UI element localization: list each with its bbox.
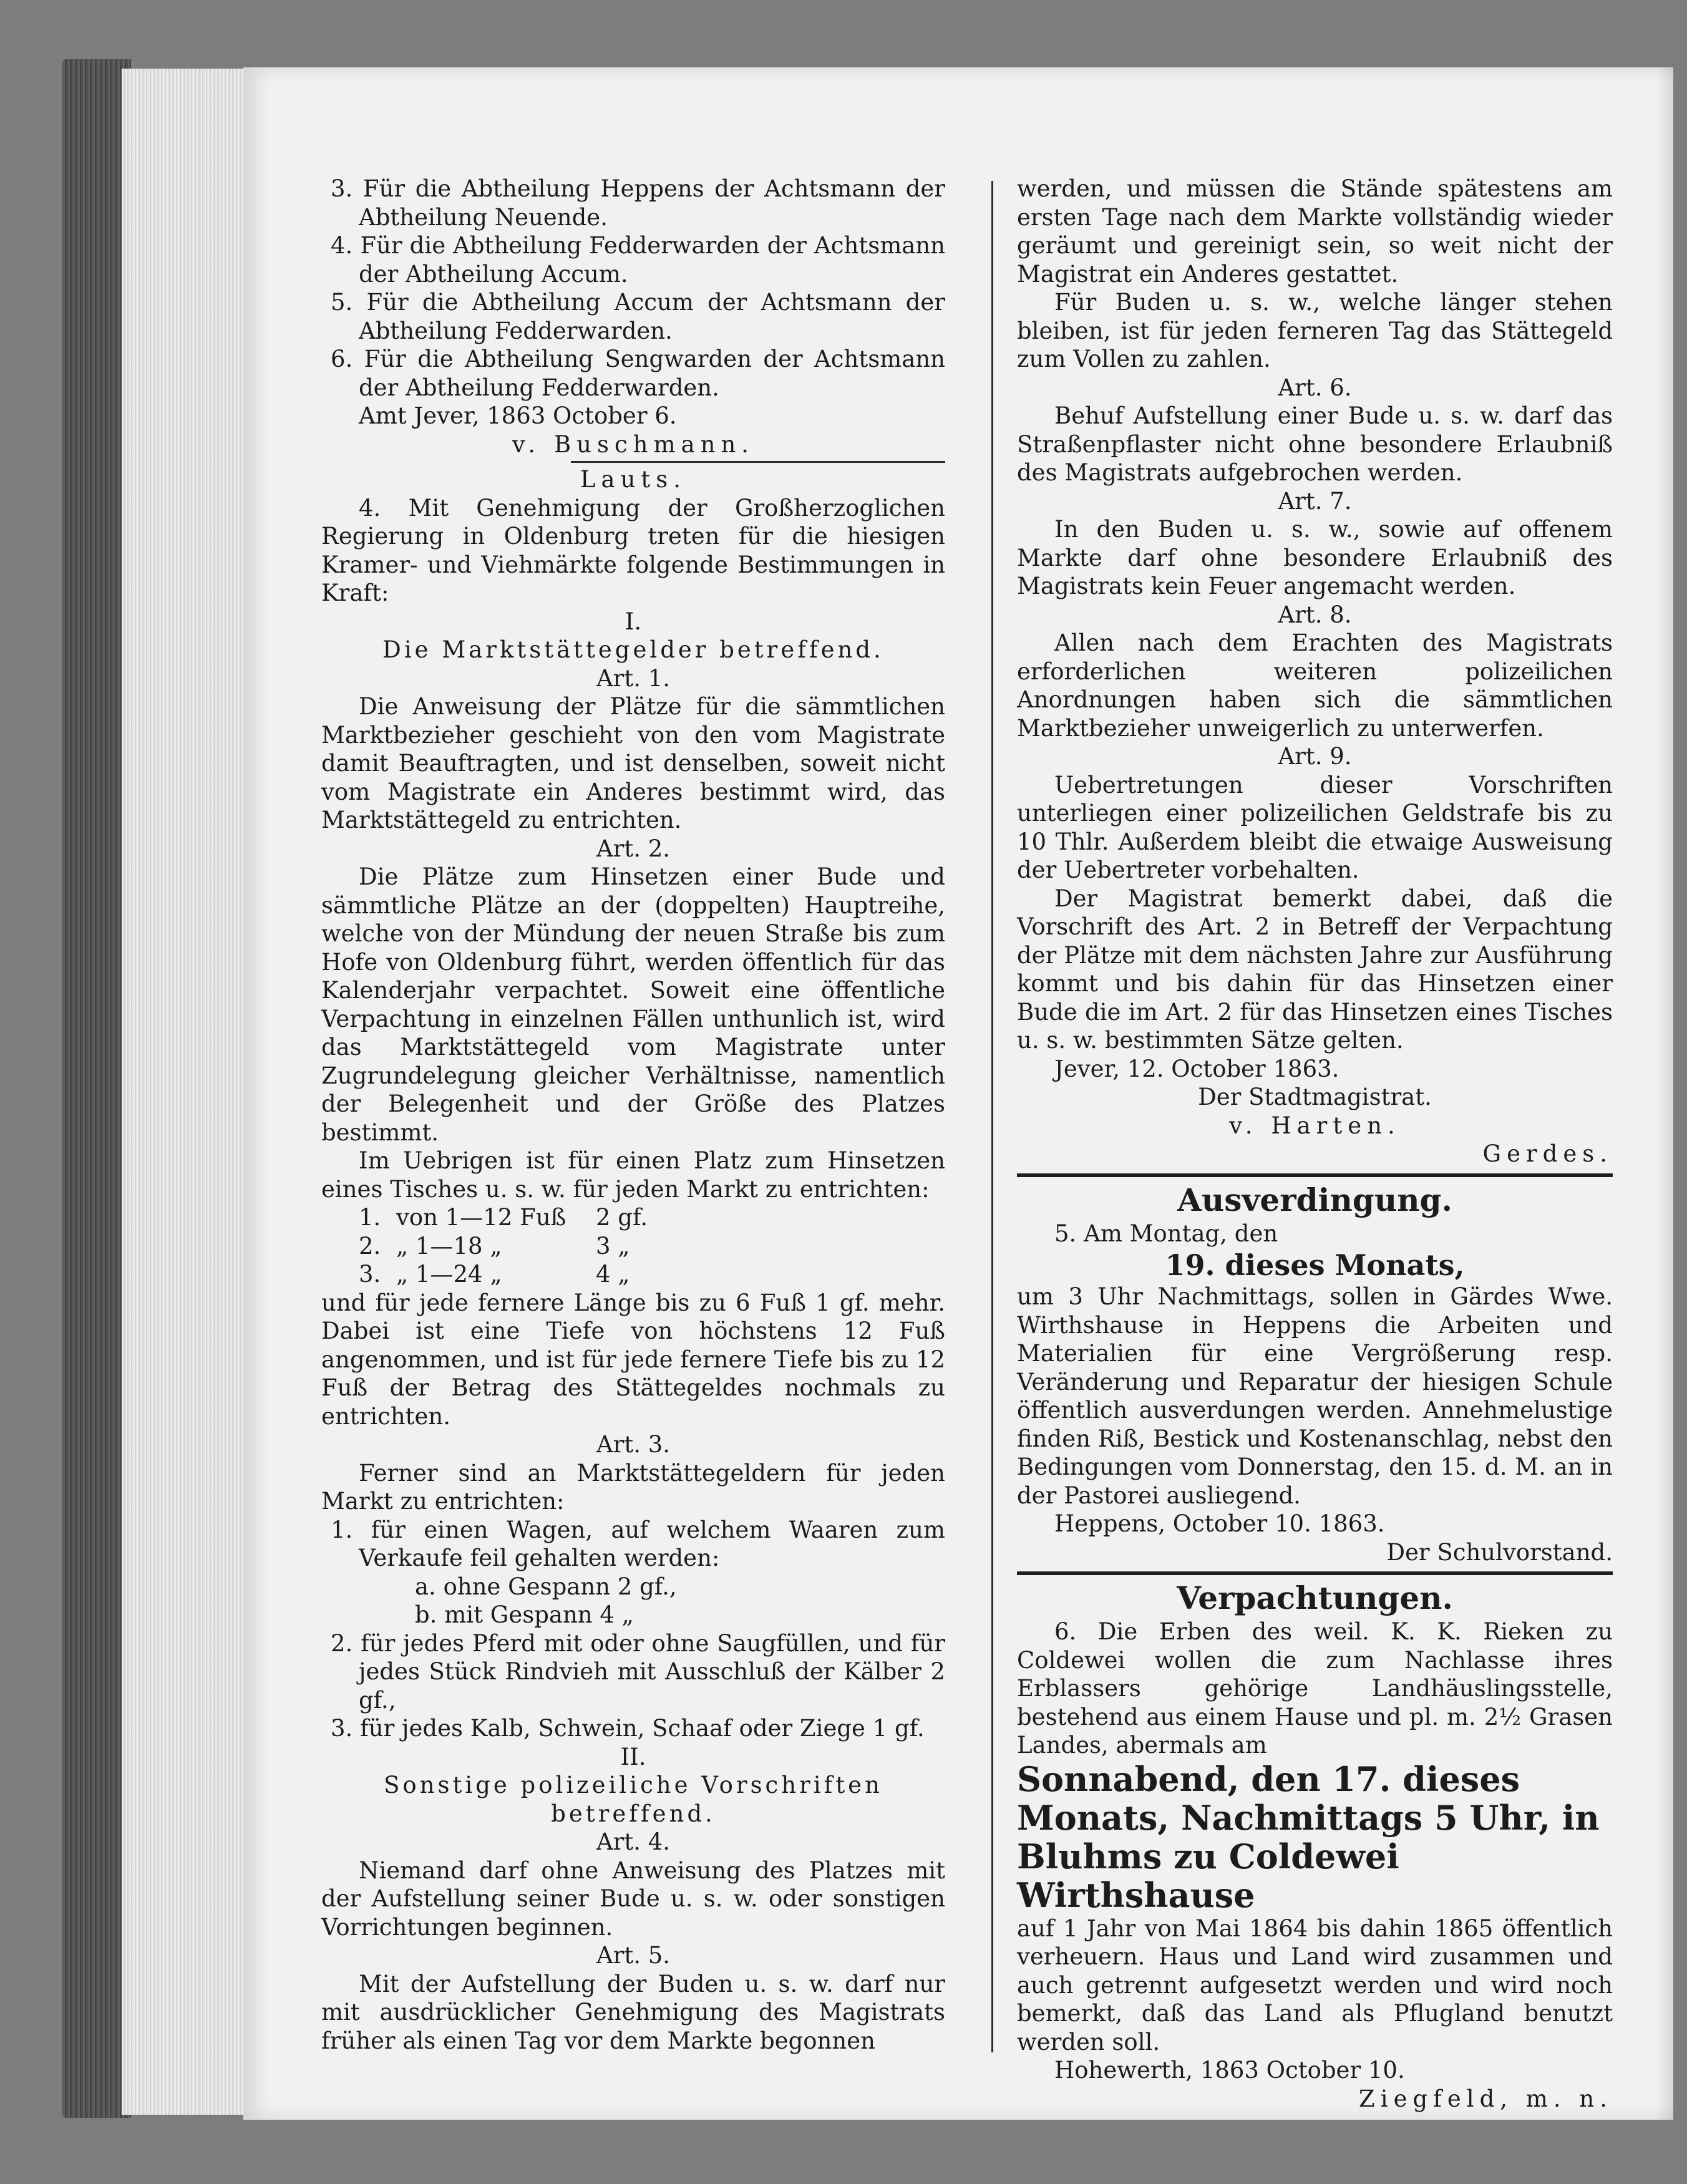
section-title: Sonstige polizeiliche Vorschriften betreffend. — [384, 1772, 883, 1827]
article-label: Art. 6. — [1278, 374, 1352, 401]
fee-range: von 1—12 Fuß — [396, 1204, 566, 1231]
auction-text: um 3 Uhr Nachmittags, sollen in Gärdes Wwe. Wirthshause in Heppens die Arbeiten und Materialien für eine Vergrößerung resp. Veränderung und Reparatur der hiesigen Schule öffentlich ausverdungen werden. Annehmelustige finden Riß, Bestick und Kostenanschlag, nebst den Bedingungen vom Donnerstag, den 15. d. M. an in der Pastorei ausliegend. — [1017, 1283, 1613, 1509]
lease-announcement: Sonnabend, den 17. dieses Monats, Nachmittags 5 Uhr, in — [1017, 1759, 1600, 1838]
section-number: II. — [620, 1743, 646, 1770]
article-text: Niemand darf ohne Anweisung des Platzes mit der Aufstellung seiner Bude u. s. w. oder sonstigen Vorrichtungen beginnen. — [321, 1856, 945, 1941]
fee-amount: 3 „ — [596, 1232, 630, 1259]
article-text: Im Uebrigen ist für einen Platz zum Hinsetzen eines Tisches u. s. w. für jeden Markt zu entrichten: — [321, 1147, 945, 1203]
fee-number: 3. — [359, 1261, 381, 1288]
article-text: werden, und müssen die Stände spätestens am ersten Tage nach dem Markte vollständig wieder geräumt und gereinigt sein, so weit nicht der Magistrat ein Anderes gestattet. — [1017, 175, 1613, 288]
divider — [1017, 1173, 1613, 1177]
article-label: Art. 7. — [1278, 487, 1352, 515]
fee-range: „ 1—18 „ — [396, 1232, 502, 1259]
article-text: Behuf Aufstellung einer Bude u. s. w. darf das Straßenpflaster nicht ohne besondere Erlaubniß des Magistrats aufgebrochen werden. — [1017, 402, 1613, 486]
article-label: Art. 8. — [1278, 601, 1352, 628]
article-text: Mit der Aufstellung der Buden u. s. w. darf nur mit ausdrücklicher Genehmigung des Magistrats früher als einen Tag vor dem Markte begonnen — [321, 1970, 945, 2054]
heading-lease: Verpachtungen. — [1177, 1580, 1453, 1616]
article-label: Art. 5. — [596, 1942, 671, 1969]
lease-text: auf 1 Jahr von Mai 1864 bis dahin 1865 öffentlich verheuern. Haus und Land wird zusammen und auch getrennt aufgesetzt werden und wird noch bemerkt, daß das Land als Pflugland benutzt werden soll. — [1017, 1915, 1613, 2055]
article-text: Die Anweisung der Plätze für die sämmtlichen Marktbezieher geschieht von den vom Magistrate damit Beauftragten, und ist denselben, soweit nicht vom Magistrate ein Anderes bestimmt wird, das Marktstättegeld zu entrichten. — [321, 693, 945, 833]
divider — [571, 461, 945, 463]
article-text: Die Plätze zum Hinsetzen einer Bude und sämmtliche Plätze an der (doppelten) Hauptreihe, welche von der Mündung der neuen Straße bis zum Hofe von Oldenburg führt, werden öffentlich für das Kalenderjahr verpachtet. Soweit eine öffentliche Verpachtung in einzelnen Fällen unthunlich ist, wird das Marktstättegeld vom Magistrate unter Zugrundelegung gleicher Verhältnisse, namentlich der Belegenheit und der Größe des Platzes bestimmt. — [321, 863, 945, 1146]
list-item: 3. für jedes Kalb, Schwein, Schaaf oder Ziege 1 gf. — [331, 1715, 925, 1742]
heading-auction: Ausverdingung. — [1177, 1181, 1452, 1218]
date-line: Amt Jever, 1863 October 6. — [359, 402, 677, 429]
right-column — [1017, 175, 1613, 2113]
fee-range: „ 1—24 „ — [396, 1261, 502, 1288]
article-text: Uebertretungen dieser Vorschriften unterliegen einer polizeilichen Geldstrafe bis zu 10 Thlr. Außerdem bleibt die etwaige Ausweisung der Uebertreter vorbehalten. — [1017, 771, 1613, 883]
page-stack-edges — [122, 69, 246, 2115]
date-line: Hohewerth, 1863 October 10. — [1054, 2057, 1405, 2084]
signature: Gerdes. — [1482, 1140, 1613, 1167]
signature: Der Schulvorstand. — [1386, 1538, 1613, 1566]
divider — [1017, 1571, 1613, 1575]
authority: Der Stadtmagistrat. — [1198, 1084, 1432, 1110]
list-item: a. ohne Gespann 2 gf., — [415, 1573, 677, 1600]
lease-location: Bluhms zu Coldewei Wirthshause — [1017, 1836, 1399, 1915]
intro-paragraph: 4. Mit Genehmigung der Großherzoglichen Regierung in Oldenburg treten für die hiesigen Kramer- und Viehmärkte folgende Bestimmungen in Kraft: — [321, 494, 945, 606]
list-item: 6. Für die Abtheilung Sengwarden der Achtsmann der Abtheilung Fedderwarden. — [331, 346, 945, 401]
section-number: I. — [625, 608, 642, 635]
left-column — [321, 175, 945, 2055]
book-cover-edge — [62, 59, 131, 2118]
signature: Ziegfeld, m. n. — [1359, 2085, 1613, 2112]
article-label: Art. 3. — [596, 1431, 671, 1458]
date-line: Heppens, October 10. 1863. — [1054, 1510, 1385, 1537]
list-item: 5. Für die Abtheilung Accum der Achtsmann der Abtheilung Fedderwarden. — [331, 289, 945, 344]
list-item: 1. für einen Wagen, auf welchem Waaren zum Verkaufe feil gehalten werden: — [331, 1516, 945, 1571]
list-item: 2. für jedes Pferd mit oder ohne Saugfüllen, und für jedes Stück Rindvieh mit Ausschluß der Kälber 2 gf., — [331, 1629, 945, 1714]
list-item: 4. Für die Abtheilung Fedderwarden der Achtsmann der Abtheilung Accum. — [331, 232, 945, 288]
article-label: Art. 2. — [596, 835, 671, 862]
section-title: Die Marktstättegelder betreffend. — [382, 636, 884, 663]
signature: v. Harten. — [1229, 1112, 1401, 1139]
date-line: Jever, 12. October 1863. — [1054, 1055, 1339, 1082]
article-text: In den Buden u. s. w., sowie auf offenem Markte darf ohne besondere Erlaubniß des Magistrats kein Feuer angemacht werden. — [1017, 516, 1613, 599]
lease-text: 6. Die Erben des weil. K. K. Rieken zu Coldewei wollen die zum Nachlasse ihres Erblassers gehörige Landhäuslingsstelle, bestehend aus einem Hause und pl. m. 2½ Grasen Landes, abermals am — [1017, 1618, 1613, 1759]
article-label: Art. 1. — [596, 664, 671, 692]
place-header: Lauts. — [580, 466, 687, 493]
article-label: Art. 4. — [596, 1828, 671, 1855]
column-divider — [991, 181, 993, 2052]
list-item: b. mit Gespann 4 „ — [415, 1601, 634, 1628]
fee-number: 2. — [359, 1232, 381, 1259]
fee-amount: 2 gf. — [596, 1204, 648, 1231]
magistrate-note: Der Magistrat bemerkt dabei, daß die Vorschrift des Art. 2 in Betreff der Verpachtung der Plätze mit dem nächsten Jahre zur Ausführung kommt und bis dahin für das Hinsetzen einer Bude die im Art. 2 für das Hinsetzen eines Tisches u. s. w. bestimmten Sätze gelten. — [1017, 885, 1613, 1054]
article-text: Ferner sind an Marktstättegeldern für jeden Markt zu entrichten: — [321, 1459, 945, 1515]
fee-number: 1. — [359, 1204, 381, 1231]
fee-amount: 4 „ — [596, 1261, 630, 1288]
fee-row — [321, 1260, 945, 1289]
fee-row — [321, 1232, 945, 1261]
article-text: und für jede fernere Länge bis zu 6 Fuß 1 gf. mehr. Dabei ist eine Tiefe von höchstens 12 Fuß angenommen, und ist für jede fernere Tiefe bis zu 12 Fuß der Betrag des Stättegeldes nochmals zu entrichten. — [321, 1289, 945, 1430]
signature: v. Buschmann. — [512, 430, 755, 458]
list-item: 3. Für die Abtheilung Heppens der Achtsmann der Abtheilung Neuende. — [331, 175, 945, 231]
fee-row — [321, 1203, 945, 1232]
article-text: Allen nach dem Erachten des Magistrats erforderlichen weiteren polizeilichen Anordnungen haben sich die sämmtlichen Marktbezieher unweigerlich zu unterwerfen. — [1017, 629, 1613, 742]
article-label: Art. 9. — [1278, 743, 1352, 770]
auction-date: 19. dieses Monats, — [1165, 1248, 1465, 1282]
article-text: Für Buden u. s. w., welche länger stehen bleiben, ist für jeden ferneren Tag das Stättegeld zum Vollen zu zahlen. — [1017, 289, 1613, 372]
auction-intro: 5. Am Montag, den — [1054, 1220, 1278, 1247]
